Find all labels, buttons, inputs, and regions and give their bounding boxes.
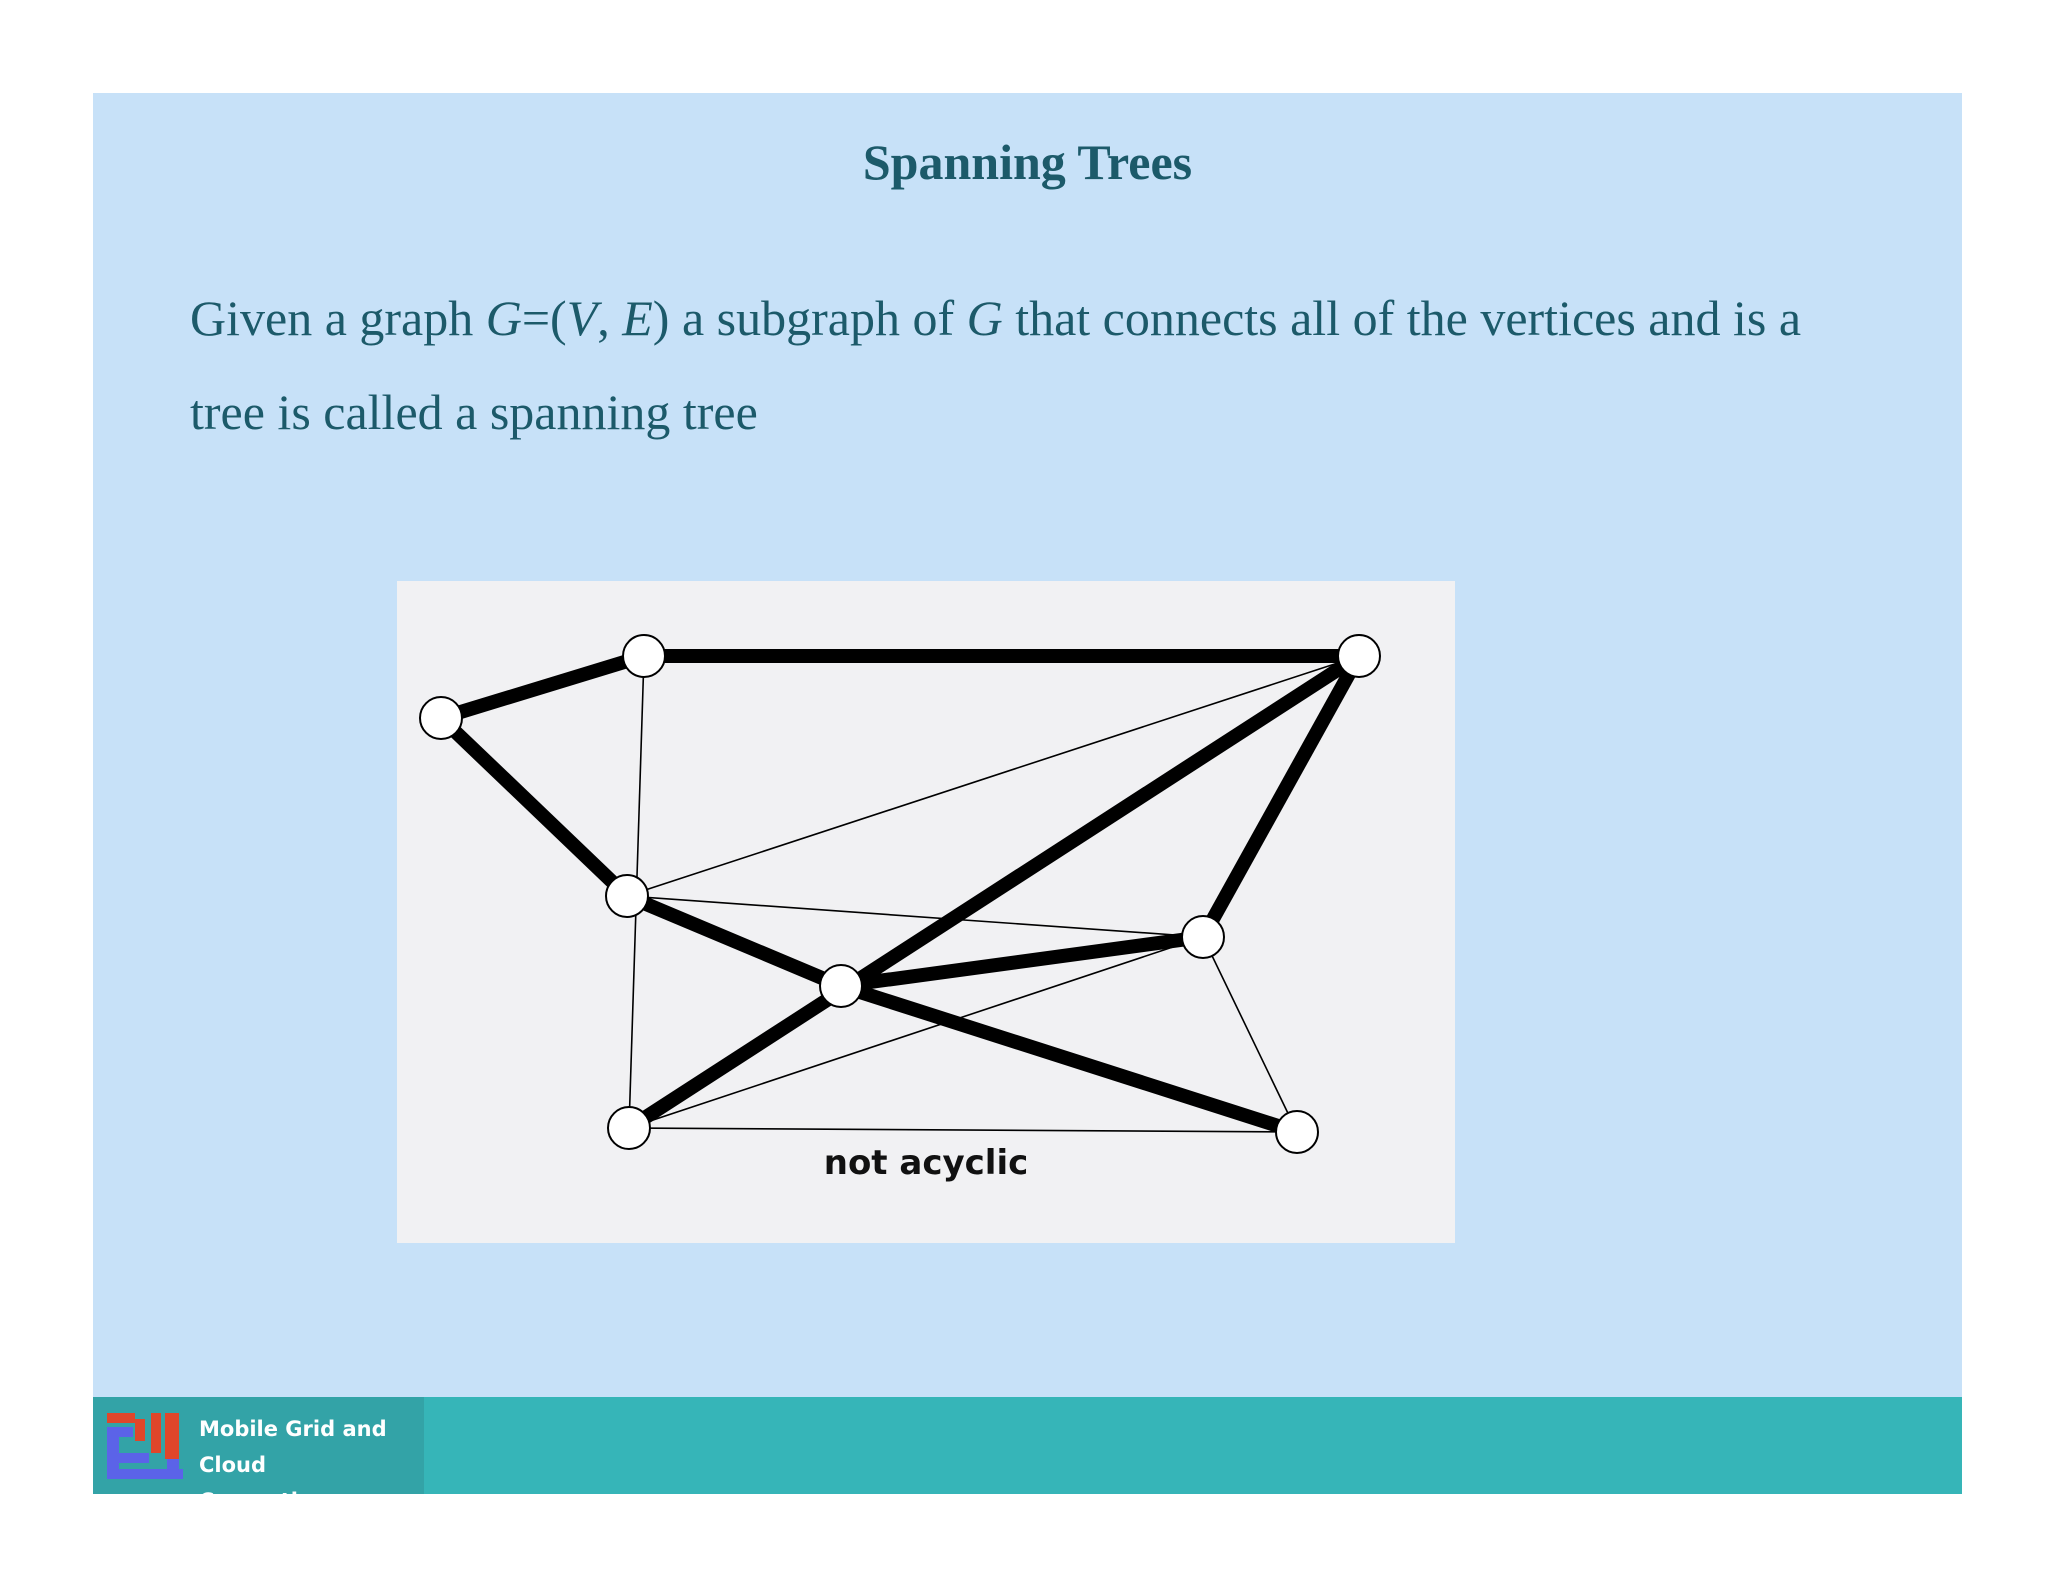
graph-vertex — [1338, 635, 1380, 677]
definition-text — [190, 271, 1870, 459]
definition-segment: ) a subgraph of — [652, 290, 967, 346]
symbol-g: G — [966, 290, 1003, 346]
graph-vertex — [420, 697, 462, 739]
lab-logo-icon — [107, 1413, 183, 1481]
definition-segment: that connects all of the vertices and is a tree is called a spanning tree — [190, 290, 1802, 440]
symbol-g: G — [485, 290, 522, 346]
graph-figure — [397, 581, 1455, 1243]
graph-edge — [629, 937, 1203, 1128]
lab-name-line2: Computing Laboratory — [199, 1489, 330, 1549]
spanning-tree-edge — [629, 656, 1359, 1128]
graph-vertex — [606, 875, 648, 917]
graph-vertex — [820, 965, 862, 1007]
lab-name-line1: Mobile Grid and Cloud — [199, 1417, 387, 1477]
definition-segment: , — [597, 290, 623, 346]
symbol-e: E — [622, 290, 653, 346]
lab-logo — [93, 1397, 424, 1549]
slide-title: Spanning Trees — [862, 134, 1193, 190]
figure-caption: not acyclic — [823, 1143, 1029, 1183]
graph-edge — [629, 1128, 1297, 1132]
definition-segment: =( — [521, 290, 567, 346]
spanning-tree-edge — [841, 986, 1297, 1132]
footer-bar — [93, 1397, 1962, 1549]
lab-name — [199, 1411, 424, 1555]
graph-vertex — [1182, 916, 1224, 958]
graph-vertex — [623, 635, 665, 677]
definition-segment: Given a graph — [190, 290, 486, 346]
spanning-tree-edge — [441, 656, 644, 718]
symbol-v: V — [566, 290, 598, 346]
spanning-tree-edge — [441, 718, 627, 896]
